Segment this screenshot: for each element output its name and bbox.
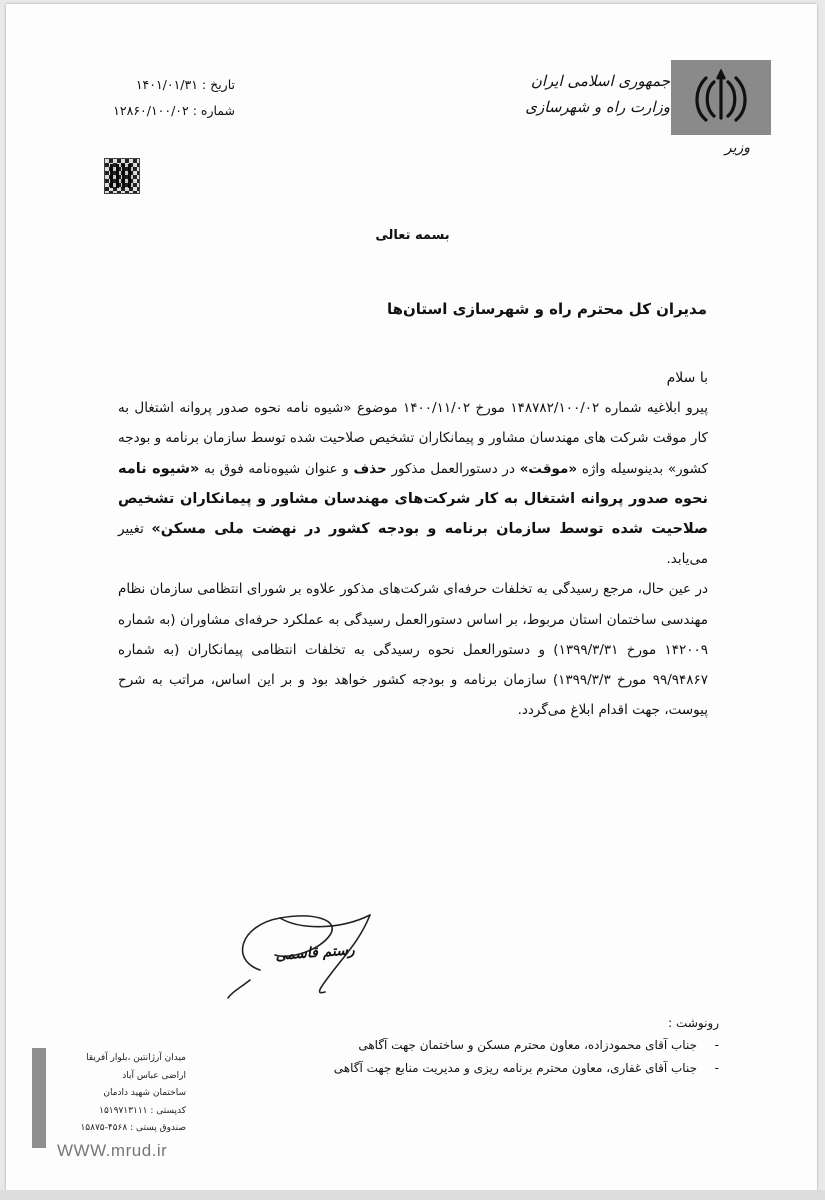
addressee: مدیران کل محترم راه و شهرسازی استان‌ها xyxy=(386,300,707,318)
paragraph-2: در عین حال، مرجع رسیدگی به تخلفات حرفه‌ای شرکت‌های مذکور علاوه بر شورای انتظامی سازمان نظام مهندسی ساختمان استان مربوط، بر اساس دستورالعمل رسیدگی به عملکرد حرفه‌ای مشاوران (به شماره ۱۴۲۰۰۹ مورخ ۱۳۹۹/۳/۳۱) و دستورالعمل نحوه رسیدگی به تخلفات انتظامی پیمانکاران (به شماره ۹۹/۹۴۸۶۷ مورخ ۱۳۹۹/۳/۳) سازمان برنامه و بودجه کشور خواهد بود و بر این اساس، مراتب به شرح پیوست، جهت اقدام ابلاغ می‌گردد. xyxy=(118,581,708,719)
cc-list xyxy=(199,1034,719,1080)
po-box: صندوق پستی : ۴۵۶۸-۱۵۸۷۵ xyxy=(80,1123,186,1133)
letter-body xyxy=(118,363,708,725)
org-line-country: جمهوری اسلامی ایران xyxy=(530,72,670,90)
website-url: WWW.mrud.ir xyxy=(57,1141,168,1160)
p1-part-f: «شیوه نامه نحوه صدور پروانه اشتغال به کار شرکت‌های مهندسان مشاور و پیمانکاران تشخیص صلاحیت شده توسط سازمان برنامه و بودجه کشور در نهضت ملی مسکن» xyxy=(118,460,708,538)
role-title: وزیر xyxy=(724,140,750,156)
greeting: با سلام xyxy=(666,370,708,386)
paragraph-1 xyxy=(118,393,708,574)
signatory-name: رستم قاسمی xyxy=(274,942,356,964)
cc-item: - جناب آقای غفاری، معاون محترم برنامه ریزی و مدیریت منابع جهت آگاهی xyxy=(199,1057,719,1080)
address-line-2: اراضی عباس آباد xyxy=(122,1070,186,1081)
carbon-copy xyxy=(199,1012,719,1080)
iran-emblem-icon xyxy=(671,60,771,135)
basmala-heading: بسمه تعالی xyxy=(375,228,450,243)
address-line-1: میدان آرژانتین ،بلوار آفریقا xyxy=(86,1053,186,1063)
date-row xyxy=(60,72,235,98)
cc-title: رونوشت : xyxy=(668,1016,719,1030)
postal-code: کدپستی : ۱۵۱۹۷۱۳۱۱۱ xyxy=(99,1105,186,1116)
letter-meta xyxy=(60,72,235,124)
date-label: تاریخ : xyxy=(201,77,235,92)
footer-accent-bar xyxy=(32,1048,46,1148)
qr-code-icon xyxy=(104,158,140,194)
number-label: شماره : xyxy=(192,103,235,118)
date-value: ۱۴۰۱/۰۱/۳۱ xyxy=(135,77,198,92)
organization-name xyxy=(470,68,670,120)
number-row xyxy=(60,98,235,124)
address-line-3: ساختمان شهید دادمان xyxy=(103,1088,186,1098)
footer-address xyxy=(56,1050,186,1138)
org-line-ministry: وزارت راه و شهرسازی xyxy=(525,98,670,116)
cc-item: - جناب آقای محمودزاده، معاون محترم مسکن و ساختمان جهت آگاهی xyxy=(199,1034,719,1057)
p1-part-b: «موقت» xyxy=(519,460,578,477)
p1-part-a: پیرو ابلاغیه شماره ۱۴۸۷۸۲/۱۰۰/۰۲ مورخ ۱۴۰۰/۱۱/۰۲ موضوع «شیوه نامه نحوه صدور پروانه اشتغال به کار موقت شرکت های مهندسان مشاور و پیمانکاران تشخیص صلاحیت شده توسط سازمان برنامه و بودجه کشور» بدینوسیله واژه xyxy=(118,400,709,477)
number-value: ۱۲۸۶۰/۱۰۰/۰۲ xyxy=(113,103,189,118)
p1-part-g: تغییر می‌یابد. xyxy=(118,521,708,568)
p1-part-e: و عنوان شیوه‌نامه فوق به xyxy=(204,460,349,477)
scan-edge xyxy=(0,1190,825,1200)
p1-part-d: حذف xyxy=(353,460,387,477)
p1-part-c: در دستورالعمل مذکور xyxy=(391,460,515,477)
